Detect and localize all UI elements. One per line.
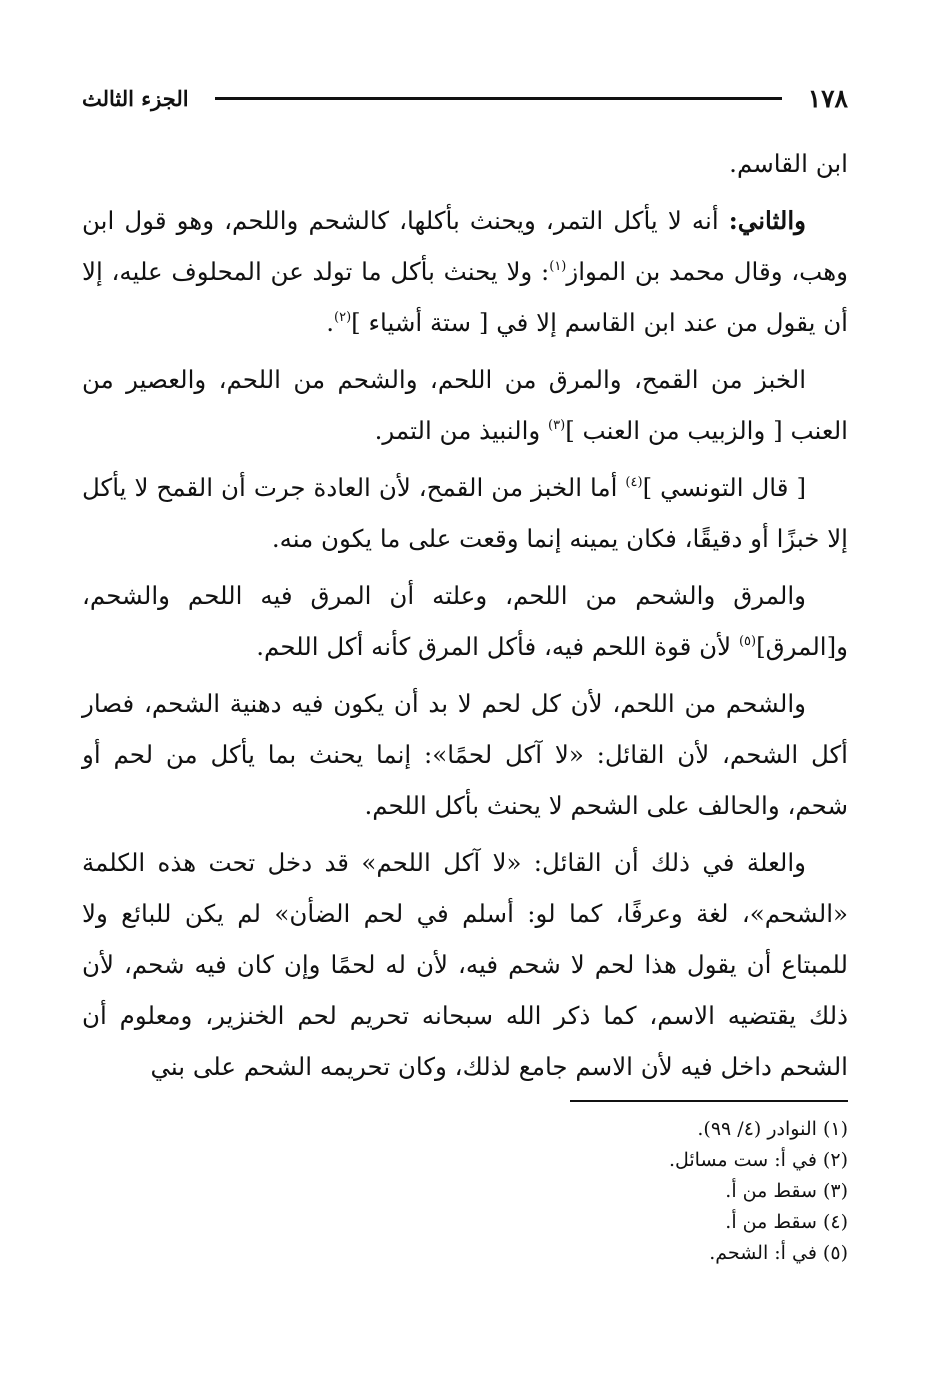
footnote-2: (٢) في أ: ست مسائل.: [668, 1149, 848, 1171]
paragraph-2: والثاني: أنه لا يأكل التمر، ويحنث بأكلها، كالشحم واللحم، وهو قول ابن وهب، وقال محمد بن المواز$^{(١)}$: ولا يحنث بأكل ما تولد عن المحلوف عليه، إلا أن يقول من عند ابن القاسم إلا في [ ستة أشياء ]$^{(٢)}$.: [82, 206, 848, 337]
footnote-ref: (٢): [334, 310, 352, 325]
footnote-5: (٥) في أ: الشحم.: [709, 1242, 848, 1264]
running-title: الجزء الثالث: [82, 85, 189, 111]
footnote-ref: (٤): [625, 475, 643, 490]
paragraph-6: والشحم من اللحم، لأن كل لحم لا بد أن يكون فيه دهنية الشحم، فصار أكل الشحم، لأن القائل: «لا آكل لحمًا»: إنما يحنث بما يأكل من لحم أو شحم، والحالف على الشحم لا يحنث بأكل اللحم.: [82, 689, 848, 820]
header-rule: [215, 97, 782, 100]
paragraph-5: والمرق والشحم من اللحم، وعلته أن المرق فيه اللحم والشحم، و[المرق]$^{(٥)}$ لأن قوة اللحم فيه، فأكل المرق كأنه أكل اللحم.: [82, 581, 848, 661]
footnote-ref: (١): [549, 259, 567, 274]
footnote-ref: (٥): [738, 634, 757, 649]
running-header: [82, 78, 848, 118]
paragraph-lead: والثاني:: [728, 206, 806, 235]
paragraph-4: [ قال التونسي ]$^{(٤)}$ أما الخبز من القمح، لأن العادة جرت أن القمح لا يأكل إلا خبزًا أو دقيقًا، فكان يمينه إنما وقعت على ما يكون منه.: [82, 473, 848, 553]
footnote-1: (١) النوادر (٤/ ٩٩).: [697, 1118, 848, 1140]
footnote-ref: (٣): [548, 418, 566, 433]
body-text: [82, 138, 848, 1098]
footnotes: [248, 1114, 848, 1269]
paragraph-1: ابن القاسم.: [729, 149, 848, 178]
footnote-rule: [570, 1100, 848, 1102]
paragraph-7: والعلة في ذلك أن القائل: «لا آكل اللحم» قد دخل تحت هذه الكلمة «الشحم»، لغة وعرفًا، كما لو: أسلم في لحم الضأن» لم يكن للبائع ولا للمبتاع أن يقول هذا لحم لا شحم فيه، لأن له لحمًا وإن كان فيه شحم، لأن ذلك يقتضيه الاسم، كما ذكر الله سبحانه تحريم لحم الخنزير، ومعلوم أن الشحم داخل فيه لأن الاسم جامع لذلك، وكان تحريمه الشحم على بني: [82, 848, 848, 1081]
paragraph-3: الخبز من القمح، والمرق من اللحم، والشحم من اللحم، والعصير من العنب [ والزبيب من العنب ]$^{(٣)}$ والنبيذ من التمر.: [82, 365, 848, 445]
page-number: ١٧٨: [807, 83, 848, 113]
footnote-3: (٣) سقط من أ.: [725, 1180, 848, 1202]
footnote-4: (٤) سقط من أ.: [725, 1211, 848, 1233]
